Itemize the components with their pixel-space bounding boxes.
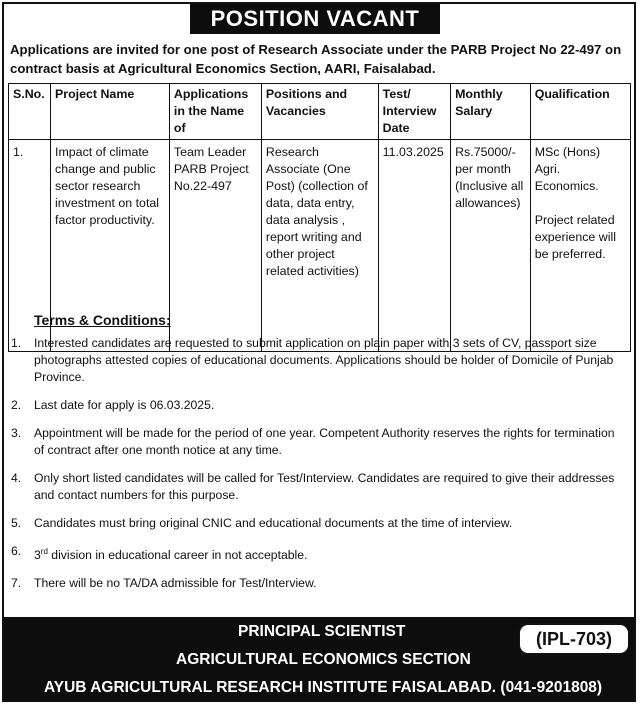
table-header-row xyxy=(9,84,631,140)
footer-institute: AYUB AGRICULTURAL RESEARCH INSTITUTE FAISALABAD. (041-9201808) xyxy=(44,679,603,696)
col-sno: S.No. xyxy=(9,84,51,140)
item-number: 4. xyxy=(11,471,22,485)
col-applications-to: Applications in the Name of xyxy=(169,84,261,140)
item-number: 5. xyxy=(11,516,22,530)
cell-applications-to: Team Leader PARB Project No.22-497 xyxy=(169,140,261,352)
cell-project: Impact of climate change and public sector research investment on total factor productivity. xyxy=(51,140,170,352)
footer-section: AGRICULTURAL ECONOMICS SECTION xyxy=(176,651,471,668)
list-item xyxy=(8,575,623,592)
item-ordinal: 3 xyxy=(34,548,41,563)
item-text: division in educational career in not acceptable. xyxy=(47,548,308,563)
list-item xyxy=(8,515,623,532)
list-item xyxy=(8,335,623,386)
item-number: 6. xyxy=(11,544,22,558)
item-text: Only short listed candidates will be called for Test/Interview. Candidates are required to give their addresses and contact numbers for this purpose. xyxy=(34,471,615,502)
qualification-experience: Project related experience will be preferred. xyxy=(534,213,616,261)
col-test-date: Test/ Interview Date xyxy=(378,84,450,140)
qualification-degree: MSc (Hons) Agri. Economics. xyxy=(534,145,601,193)
footer-signatory: PRINCIPAL SCIENTIST xyxy=(238,623,406,640)
cell-date: 11.03.2025 xyxy=(378,140,450,352)
terms-list xyxy=(8,335,623,603)
item-text: Appointment will be made for the period of one year. Competent Authority reserves the rights for termination of contract after one month notice at any time. xyxy=(34,426,615,457)
cell-sno: 1. xyxy=(9,140,51,352)
item-text: There will be no TA/DA admissible for Test/Interview. xyxy=(34,576,317,591)
list-item xyxy=(8,425,623,459)
item-ordinal-suffix: rd xyxy=(40,547,48,556)
intro-paragraph: Applications are invited for one post of Research Associate under the PARB Project No 22-497 on contract basis at Agricultural Economics Section, AARI, Faisalabad. xyxy=(10,42,622,76)
cell-qualification xyxy=(530,140,630,352)
item-number: 7. xyxy=(11,576,22,591)
item-text: Candidates must bring original CNIC and educational documents at the time of interview. xyxy=(34,516,513,530)
col-project-name: Project Name xyxy=(51,84,170,140)
col-qualification: Qualification xyxy=(530,84,630,140)
col-positions: Positions and Vacancies xyxy=(261,84,378,140)
terms-heading: Terms & Conditions: xyxy=(34,312,171,328)
item-number: 3. xyxy=(11,426,22,440)
cell-salary: Rs.75000/- per month (Inclusive all allowances) xyxy=(451,140,531,352)
list-item xyxy=(8,397,623,414)
item-number: 2. xyxy=(11,398,22,412)
page-title: POSITION VACANT xyxy=(190,4,440,34)
ipl-badge: (IPL-703) xyxy=(518,623,630,655)
cell-positions: Research Associate (One Post) (collection of data, data entry, data analysis , report writing and other project related activities) xyxy=(261,140,378,352)
item-text: Interested candidates are requested to submit application on plain paper with 3 sets of CV, passport size photographs attested copies of educational documents. Applications should be holder of Domicile of Punjab Province. xyxy=(34,336,614,384)
item-number: 1. xyxy=(11,336,22,350)
col-salary: Monthly Salary xyxy=(451,84,531,140)
list-item xyxy=(8,543,623,564)
footer-block xyxy=(4,617,634,702)
list-item xyxy=(8,470,623,504)
item-text: Last date for apply is 06.03.2025. xyxy=(34,398,215,412)
